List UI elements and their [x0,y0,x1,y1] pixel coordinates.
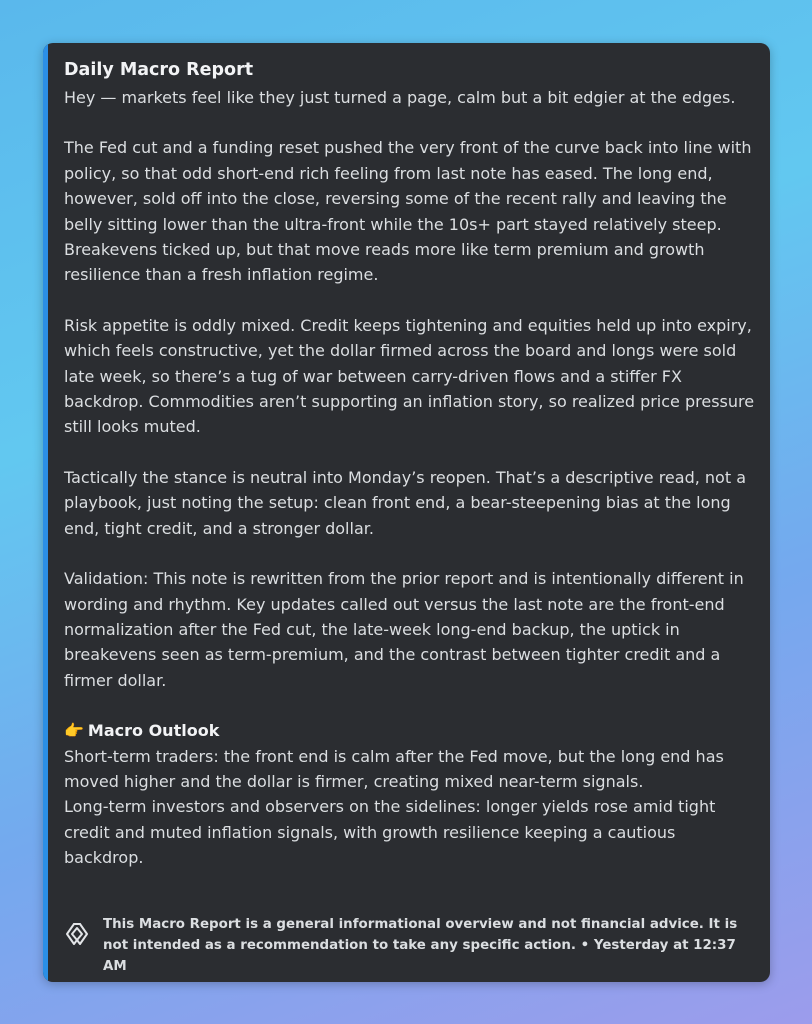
report-paragraph-rates: The Fed cut and a funding reset pushed the very front of the curve back into line with policy, so that odd short-end rich feeling from last note has eased. The long end, however, sold off into the close, reversing some of the recent rally and leaving the belly sitting lower than the ultra-front while the 10s+ part stayed relatively steep. Breakevens ticked up, but that move reads more like term premium and growth resilience than a fresh inflation regime. [64,138,752,285]
report-paragraph-risk: Risk appetite is oddly mixed. Credit keeps tightening and equities held up into expiry, which feels constructive, yet the dollar firmed across the board and longs were sold late week, so there’s a tug of war between carry-driven flows and a stiffer FX backdrop. Commodities aren’t supporting an inflation story, so realized price pressure still looks muted. [64,315,755,437]
report-paragraph-tactical: Tactically the stance is neutral into Monday’s reopen. That’s a descriptive read, not a playbook, just noting the setup: clean front end, a bear-steepening bias at the long end, tight credit, and a stronger dollar. [64,467,746,538]
embed-card [43,43,770,982]
embed-accent-bar [43,43,48,982]
footer-disclaimer: This Macro Report is a general informational overview and not financial advice. It is not intended as a recommendation to take any specific action. • Yesterday at 12:37 AM [103,917,738,974]
report-paragraph-validation: Validation: This note is rewritten from the prior report and is intentionally different in wording and rhythm. Key updates called out versus the last note are the front-end normalization after the Fed cut, the late-week long-end backup, the uptick in breakevens seen as term-premium, and the contrast between tighter credit and a firmer dollar. [64,569,744,690]
embed-content [64,57,756,871]
report-paragraph-intro: Hey — markets feel like they just turned a page, calm but a bit edgier at the edges. [64,88,736,107]
outlook-short-term: Short-term traders: the front end is calm after the Fed move, but the long end has moved higher and the dollar is firmer, creating mixed near-term signals. [64,746,724,791]
macro-outlook-header [64,718,756,743]
macro-outlook-heading: Macro Outlook [87,721,220,741]
report-title: Daily Macro Report [64,60,254,80]
outlook-long-term: Long-term investors and observers on the sidelines: longer yields rose amid tight credit and muted inflation signals, with growth resilience keeping a cautious backdrop. [64,797,716,868]
embed-footer [64,914,756,977]
pointing-hand-icon: 👉 [64,721,84,741]
macro-outlook-section [64,718,756,870]
app-logo-icon [64,921,90,947]
